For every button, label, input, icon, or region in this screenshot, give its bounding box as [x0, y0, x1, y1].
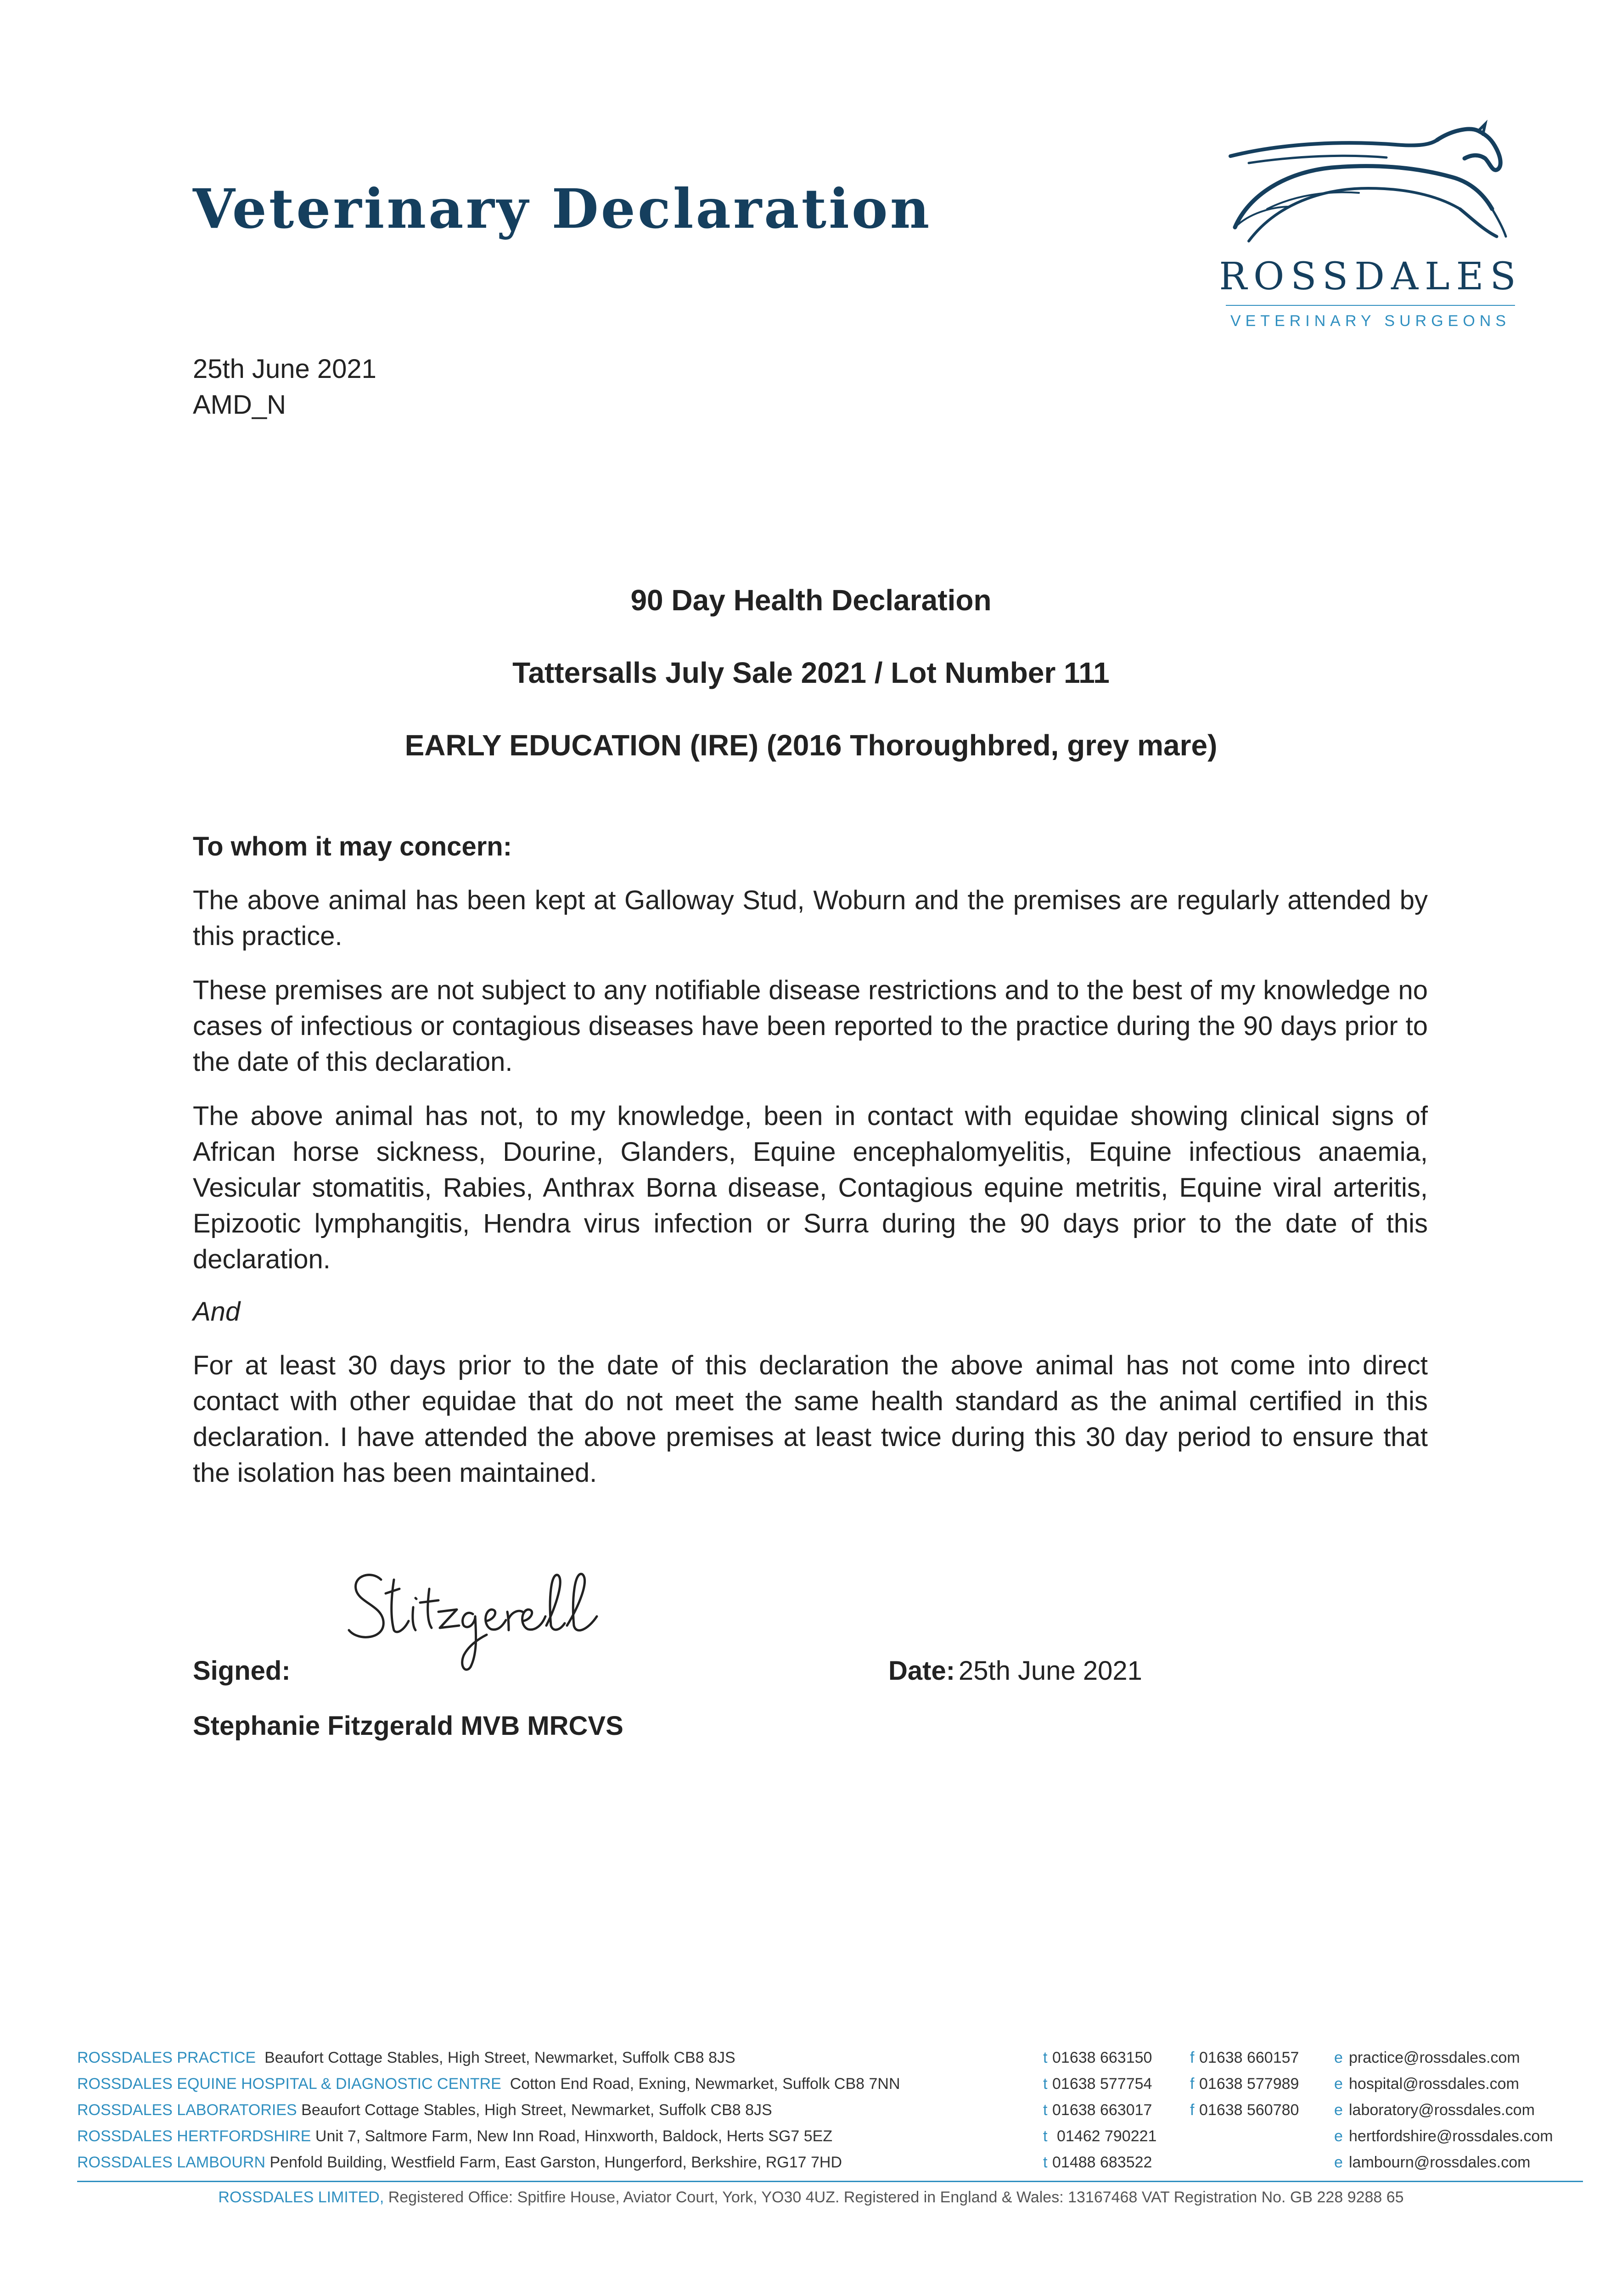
footer-f-prefix: f	[1190, 2075, 1195, 2093]
letter-reference: AMD_N	[193, 390, 286, 420]
salutation: To whom it may concern:	[193, 832, 512, 861]
page-title: Veterinary Declaration	[193, 177, 932, 241]
footer-email: hospital@rossdales.com	[1349, 2075, 1519, 2093]
footer-t-prefix: t	[1043, 2154, 1048, 2171]
footer-phone: 01638 663017	[1052, 2101, 1152, 2119]
footer-row-laboratories	[77, 2101, 1583, 2128]
footer-e-prefix: e	[1334, 2127, 1343, 2145]
handwritten-signature-icon	[340, 1561, 624, 1699]
logo-tagline: VETERINARY SURGEONS	[1230, 312, 1511, 330]
footer-email: hertfordshire@rossdales.com	[1349, 2127, 1553, 2145]
footer-brand: ROSSDALES LAMBOURN	[77, 2154, 265, 2171]
footer-f-prefix: f	[1190, 2049, 1195, 2066]
footer-fax: 01638 577989	[1199, 2075, 1299, 2093]
footer-phone: 01638 663150	[1052, 2049, 1152, 2066]
signed-label: Signed:	[193, 1656, 291, 1686]
footer-t-prefix: t	[1043, 2049, 1048, 2066]
footer-address: Beaufort Cottage Stables, High Street, Newmarket, Suffolk CB8 8JS	[301, 2101, 772, 2119]
footer-t-prefix: t	[1043, 2075, 1048, 2093]
footer-e-prefix: e	[1334, 2154, 1343, 2171]
footer-address: Unit 7, Saltmore Farm, New Inn Road, Hinxworth, Baldock, Herts SG7 5EZ	[315, 2127, 833, 2145]
footer-row-hospital	[77, 2075, 1583, 2102]
paragraph-premises: These premises are not subject to any notifiable disease restrictions and to the best of my knowledge no cases of infectious or contagious diseases have been reported to the practice during the 90 days prior to the date of this declaration.	[193, 975, 1428, 1077]
paragraph-diseases: The above animal has not, to my knowledge, been in contact with equidae showing clinical signs of African horse sickness, Dourine, Glanders, Equine encephalomyelitis, Equine infectious anaemia, Vesicular stomatitis, Rabies, Anthrax Borna disease, Contagious equine metritis, Equine viral arteritis, Epizootic lymphangitis, Hendra virus infection or Surra during the 90 days prior to the date of this declaration.	[193, 1101, 1428, 1274]
footer-phone: 01488 683522	[1052, 2154, 1152, 2171]
horse-logo-icon	[1221, 113, 1520, 333]
footer-t-prefix: t	[1043, 2101, 1048, 2119]
footer-row-hertfordshire	[77, 2127, 1583, 2154]
footer-divider	[77, 2181, 1583, 2182]
footer-phone: 01462 790221	[1057, 2127, 1157, 2145]
logo-name: ROSSDALES	[1221, 255, 1520, 298]
footer-e-prefix: e	[1334, 2101, 1343, 2119]
signature	[340, 1561, 624, 1699]
footer-t-prefix: t	[1043, 2127, 1048, 2145]
footer-registration	[0, 2189, 1622, 2206]
footer-e-prefix: e	[1334, 2075, 1343, 2093]
and-connector: And	[193, 1297, 241, 1327]
signature-date: 25th June 2021	[959, 1656, 1142, 1686]
footer-email: practice@rossdales.com	[1349, 2049, 1520, 2066]
footer-email: laboratory@rossdales.com	[1349, 2101, 1535, 2119]
declaration-heading: 90 Day Health Declaration	[630, 584, 992, 617]
footer-address: Cotton End Road, Exning, Newmarket, Suffolk CB8 7NN	[510, 2075, 900, 2093]
footer-f-prefix: f	[1190, 2101, 1195, 2119]
paragraph-isolation: For at least 30 days prior to the date of this declaration the above animal has not come into direct contact with other equidae that do not meet the same health standard as the animal certified in this declaration. I have attended the above premises at least twice during this 30 day period to ensure that the isolation has been maintained.	[193, 1351, 1428, 1488]
footer-brand: ROSSDALES LABORATORIES	[77, 2101, 297, 2119]
footer-address: Penfold Building, Westfield Farm, East Garston, Hungerford, Berkshire, RG17 7HD	[269, 2154, 842, 2171]
footer-brand: ROSSDALES PRACTICE	[77, 2049, 256, 2066]
horse-heading: EARLY EDUCATION (IRE) (2016 Thoroughbred, grey mare)	[404, 729, 1218, 762]
rossdales-logo	[1221, 113, 1520, 333]
footer-email: lambourn@rossdales.com	[1349, 2154, 1531, 2171]
signatory-name: Stephanie Fitzgerald MVB MRCVS	[193, 1711, 623, 1741]
footer-phone: 01638 577754	[1052, 2075, 1152, 2093]
footer-e-prefix: e	[1334, 2049, 1343, 2066]
footer-brand: ROSSDALES HERTFORDSHIRE	[77, 2127, 311, 2145]
letter-date: 25th June 2021	[193, 354, 376, 384]
date-label: Date:	[888, 1656, 955, 1686]
footer-address: Beaufort Cottage Stables, High Street, Newmarket, Suffolk CB8 8JS	[264, 2049, 735, 2066]
footer-brand: ROSSDALES EQUINE HOSPITAL & DIAGNOSTIC CENTRE	[77, 2075, 501, 2093]
footer-row-lambourn	[77, 2154, 1583, 2180]
footer-fax: 01638 660157	[1199, 2049, 1299, 2066]
footer-row-practice	[77, 2049, 1583, 2076]
footer-registration-brand: ROSSDALES LIMITED,	[218, 2189, 384, 2206]
paragraph-kept: The above animal has been kept at Galloway Stud, Woburn and the premises are regularly attended by this practice.	[193, 885, 1428, 951]
sale-heading: Tattersalls July Sale 2021 / Lot Number 111	[512, 656, 1110, 689]
footer-registration-text: Registered Office: Spitfire House, Aviator Court, York, YO30 4UZ. Registered in England & Wales: 13167468 VAT Registration No. GB 228 9288 65	[388, 2189, 1404, 2206]
footer-fax: 01638 560780	[1199, 2101, 1299, 2119]
